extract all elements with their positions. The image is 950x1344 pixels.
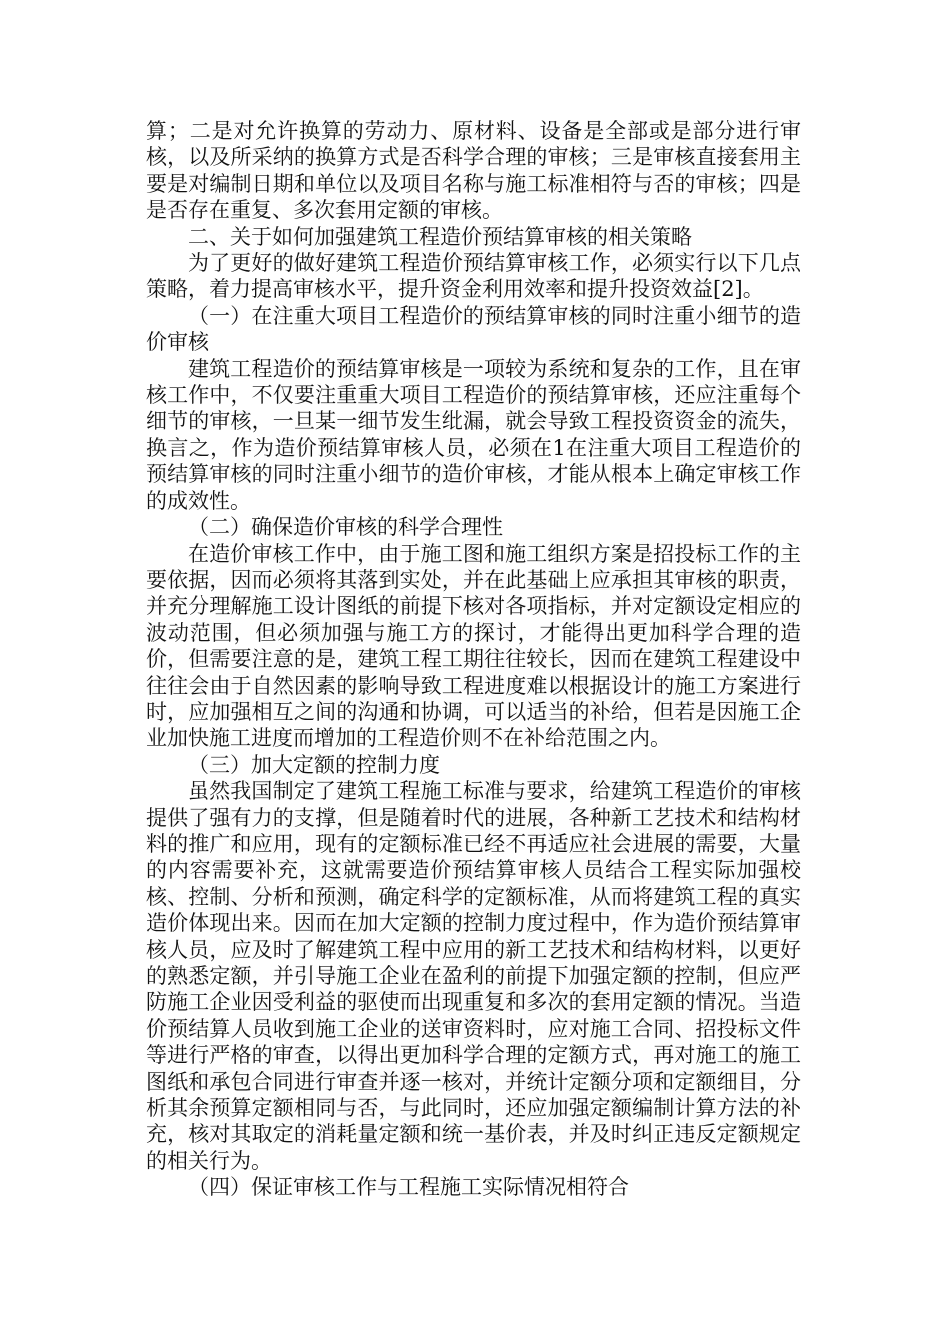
- subsection-heading-3: （三）加大定额的控制力度: [188, 752, 440, 777]
- section-heading-2: 二、关于如何加强建筑工程造价预结算审核的相关策略: [188, 224, 692, 249]
- paragraph-subsection-3: 虽然我国制定了建筑工程施工标准与要求，给建筑工程造价的审核提供了强有力的支撑，但是随着时代的进展，各种新工艺技术和结构材料的推广和应用，现有的定额标准已经不再适应社会进展的需要，大量的内容需要补充，这就需要造价预结算审核人员结合工程实际加强校核、控制、分析和预测，确定科学的定额标准，从而将建筑工程的真实造价体现出来。因而在加大定额的控制力度过程中，作为造价预结算审核人员，应及时了解建筑工程中应用的新工艺技术和结构材料，以更好的熟悉定额，并引导施工企业在盈利的前提下加强定额的控制，但应严防施工企业因受利益的驱使而出现重复和多次的套用定额的情况。当造价预结算人员收到施工企业的送审资料时，应对施工合同、招投标文件等进行严格的审查，以得出更加科学合理的定额方式，再对施工的施工图纸和承包合同进行审查并逐一核对，并统计定额分项和定额细目，分析其余预算定额相同与否，与此同时，还应加强定额编制计算方法的补充，核对其取定的消耗量定额和统一基价表，并及时纠正违反定额规定的相关行为。: [146, 779, 801, 1173]
- subsection-heading-2: （二）确保造价审核的科学合理性: [188, 515, 503, 540]
- subsection-heading-1: （一）在注重大项目工程造价的预结算审核的同时注重小细节的造价审核: [146, 303, 801, 355]
- document-body: [146, 118, 801, 1201]
- paragraph-subsection-2: 在造价审核工作中，由于施工图和施工组织方案是招投标工作的主要依据，因而必须将其落到实处，并在此基础上应承担其审核的职责，并充分理解施工设计图纸的前提下核对各项指标，并对定额设定相应的波动范围，但必须加强与施工方的探讨，才能得出更加科学合理的造价，但需要注意的是，建筑工程工期往往较长，因而在建筑工程建设中往往会由于自然因素的影响导致工程进度难以根据设计的施工方案进行时，应加强相互之间的沟通和协调，可以适当的补给，但若是因施工企业加快施工进度而增加的工程造价则不在补给范围之内。: [146, 541, 801, 751]
- paragraph-continued: 算；二是对允许换算的劳动力、原材料、设备是全部或是部分进行审核，以及所采纳的换算方式是否科学合理的审核；三是审核直接套用主要是对编制日期和单位以及项目名称与施工标准相符与否的审核；四是是否存在重复、多次套用定额的审核。: [146, 119, 801, 223]
- paragraph-intro: 为了更好的做好建筑工程造价预结算审核工作，必须实行以下几点策略，着力提高审核水平，提升资金利用效率和提升投资效益[2]。: [146, 251, 801, 302]
- subsection-heading-4: （四）保证审核工作与工程施工实际情况相符合: [188, 1175, 629, 1200]
- paragraph-subsection-1: 建筑工程造价的预结算审核是一项较为系统和复杂的工作，且在审核工作中，不仅要注重重大项目工程造价的预结算审核，还应注重每个细节的审核，一旦某一细节发生纰漏，就会导致工程投资资金的流失，换言之，作为造价预结算审核人员，必须在1在注重大项目工程造价的预结算审核的同时注重小细节的造价审核，才能从根本上确定审核工作的成效性。: [146, 356, 801, 513]
